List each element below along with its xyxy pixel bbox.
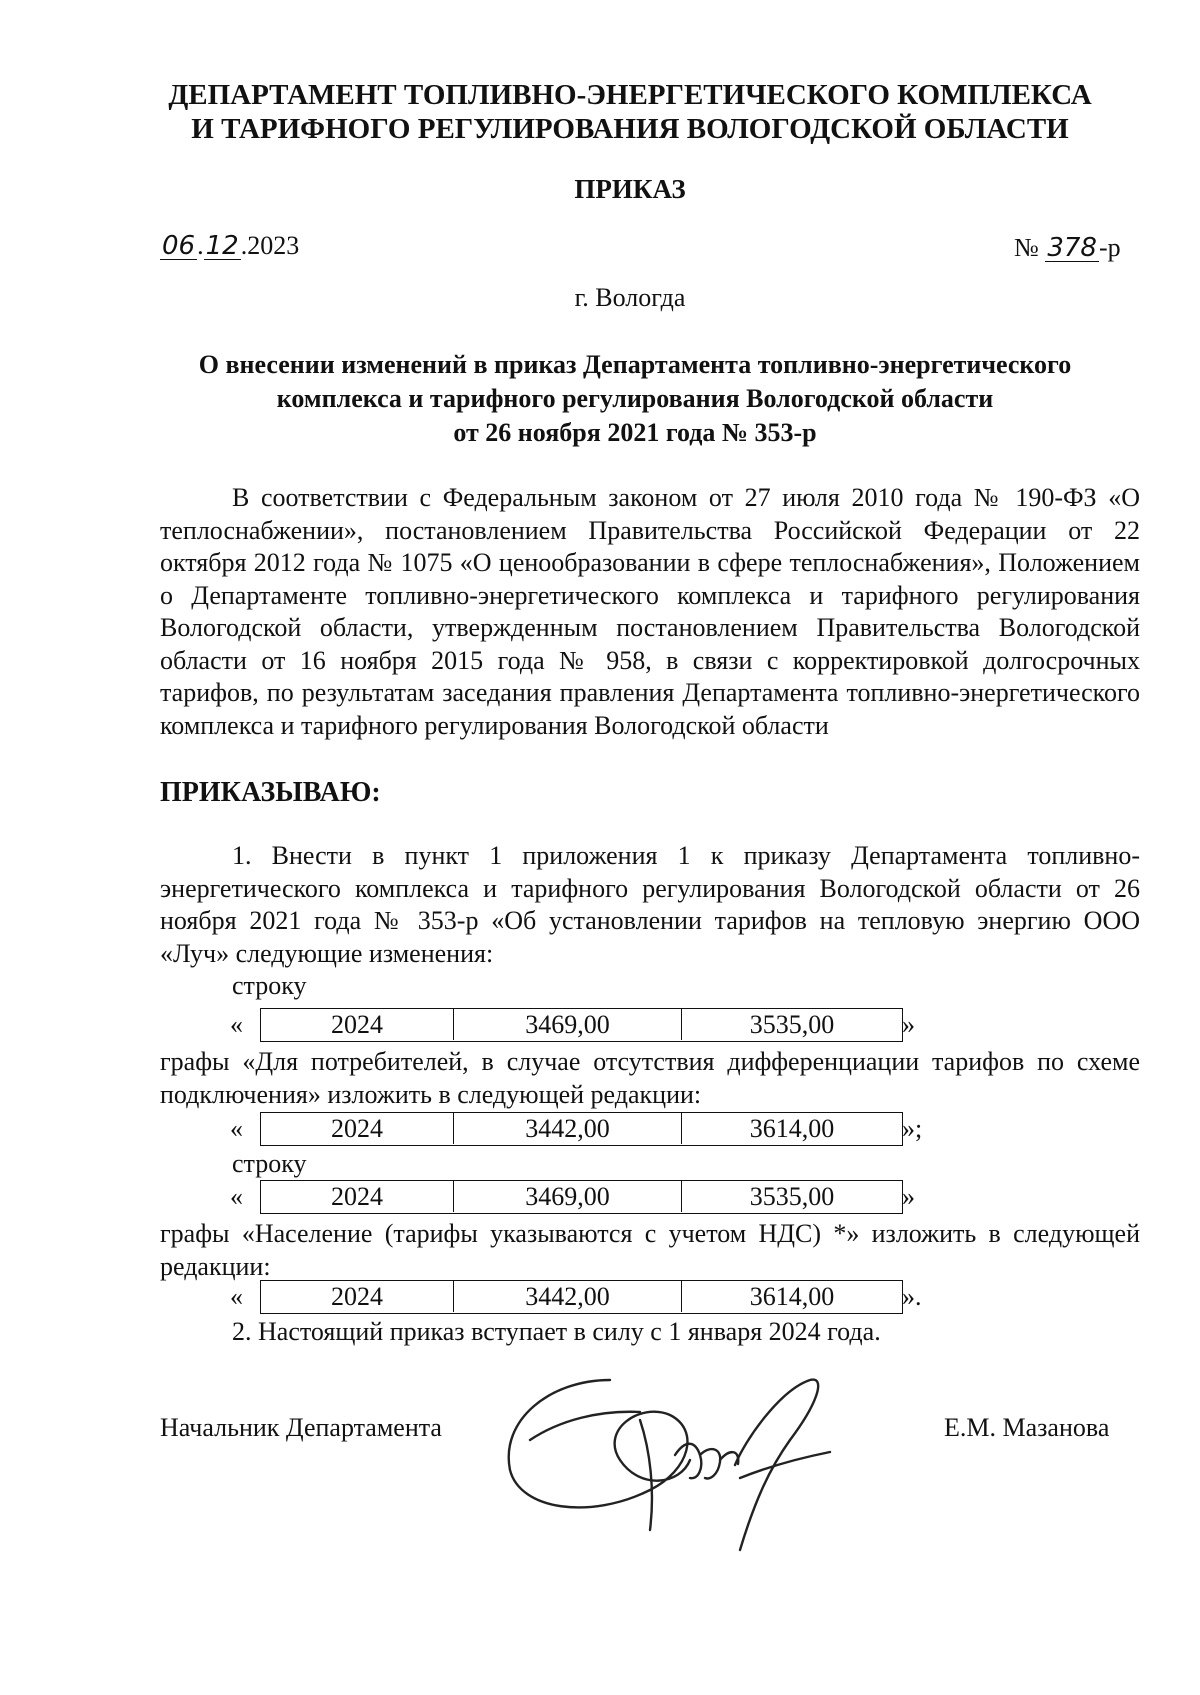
preamble-paragraph: В соответствии с Федеральным законом от 27 июля 2010 года № 190-ФЗ «О теплоснабжении», постановлением Правительства Российской Федерации от 22 октября 2012 года № 1075 «О ценообразовании в сфере теплоснабжения», Положением о Департаменте топливно-энергетического комплекса и тарифного регулирования Вологодской области, утвержденным постановлением Правительства Вологодской области от 16 ноября 2015 года № 958, в связи с корректировкой долгосрочных тарифов, по результатам заседания правления Департамента топливно-энергетического комплекса и тарифного регулирования Вологодской области	[160, 483, 1140, 740]
quote-open: «	[230, 1182, 243, 1211]
signatory-position: Начальник Департамента	[160, 1413, 442, 1442]
tariff-table	[260, 1112, 903, 1146]
order-title-line-3: от 26 ноября 2021 года № 353-р	[453, 418, 817, 447]
cell-value-1: 3442,00	[454, 1281, 682, 1312]
cell-year: 2024	[261, 1181, 454, 1212]
quote-close: »;	[902, 1114, 923, 1143]
cell-year: 2024	[261, 1113, 454, 1144]
order-directive: ПРИКАЗЫВАЮ:	[160, 777, 381, 808]
handwritten-signature	[490, 1360, 870, 1560]
order-title-line-2: комплекса и тарифного регулирования Вологодской области	[276, 384, 994, 413]
cell-value-2: 3535,00	[749, 1010, 835, 1039]
row-label-1: строку	[232, 971, 307, 1000]
cell-value-2: 3614,00	[749, 1282, 835, 1311]
graph-1-paragraph: графы «Для потребителей, в случае отсутствия дифференциации тарифов по схеме подключения» изложить в следующей редакции:	[160, 1047, 1140, 1109]
quote-close: »	[902, 1182, 915, 1211]
cell-value-2: 3614,00	[749, 1114, 835, 1143]
quote-open: «	[230, 1010, 243, 1039]
tariff-table	[260, 1280, 903, 1314]
cell-year: 2024	[261, 1281, 454, 1312]
order-title-line-1: О внесении изменений в приказ Департамента топливно-энергетического	[198, 350, 1072, 379]
cell-value-1: 3469,00	[454, 1181, 682, 1212]
number-suffix: -р	[1098, 233, 1121, 262]
quote-open: «	[230, 1282, 243, 1311]
document-type: ПРИКАЗ	[574, 174, 686, 204]
row-label-2: строку	[232, 1149, 307, 1178]
tariff-table	[260, 1180, 903, 1214]
cell-year: 2024	[261, 1009, 454, 1040]
item-2-paragraph: 2. Настоящий приказ вступает в силу с 1 января 2024 года.	[232, 1317, 881, 1346]
number-prefix: №	[1014, 233, 1039, 262]
cell-value-1: 3469,00	[454, 1009, 682, 1040]
graph-2-paragraph: графы «Население (тарифы указываются с учетом НДС) *» изложить в следующей редакции:	[160, 1219, 1140, 1281]
date-month: 12	[205, 231, 239, 261]
tariff-table	[260, 1008, 903, 1042]
department-header-line-1: ДЕПАРТАМЕНТ ТОПЛИВНО-ЭНЕРГЕТИЧЕСКОГО КОМПЛЕКСА	[168, 79, 1092, 111]
department-header-line-2: И ТАРИФНОГО РЕГУЛИРОВАНИЯ ВОЛОГОДСКОЙ ОБЛАСТИ	[191, 113, 1069, 145]
quote-open: «	[230, 1114, 243, 1143]
order-date: 06.12.2023	[162, 231, 300, 261]
cell-value-2: 3535,00	[749, 1182, 835, 1211]
cell-value-1: 3442,00	[454, 1113, 682, 1144]
order-number	[1014, 232, 1121, 264]
signatory-name: Е.М. Мазанова	[944, 1413, 1110, 1442]
item-1-paragraph: 1. Внести в пункт 1 приложения 1 к приказу Департамента топливно-энергетического комплекса и тарифного регулирования Вологодской области от 26 ноября 2021 года № 353-р «Об установлении тарифов на тепловую энергию ООО «Луч» следующие изменения:	[160, 841, 1140, 968]
quote-close: »	[902, 1010, 915, 1039]
date-day: 06	[162, 231, 196, 261]
date-year: .2023	[240, 231, 300, 260]
number-value: 378	[1047, 233, 1097, 263]
quote-close: ».	[902, 1282, 922, 1311]
city: г. Вологда	[574, 283, 686, 312]
